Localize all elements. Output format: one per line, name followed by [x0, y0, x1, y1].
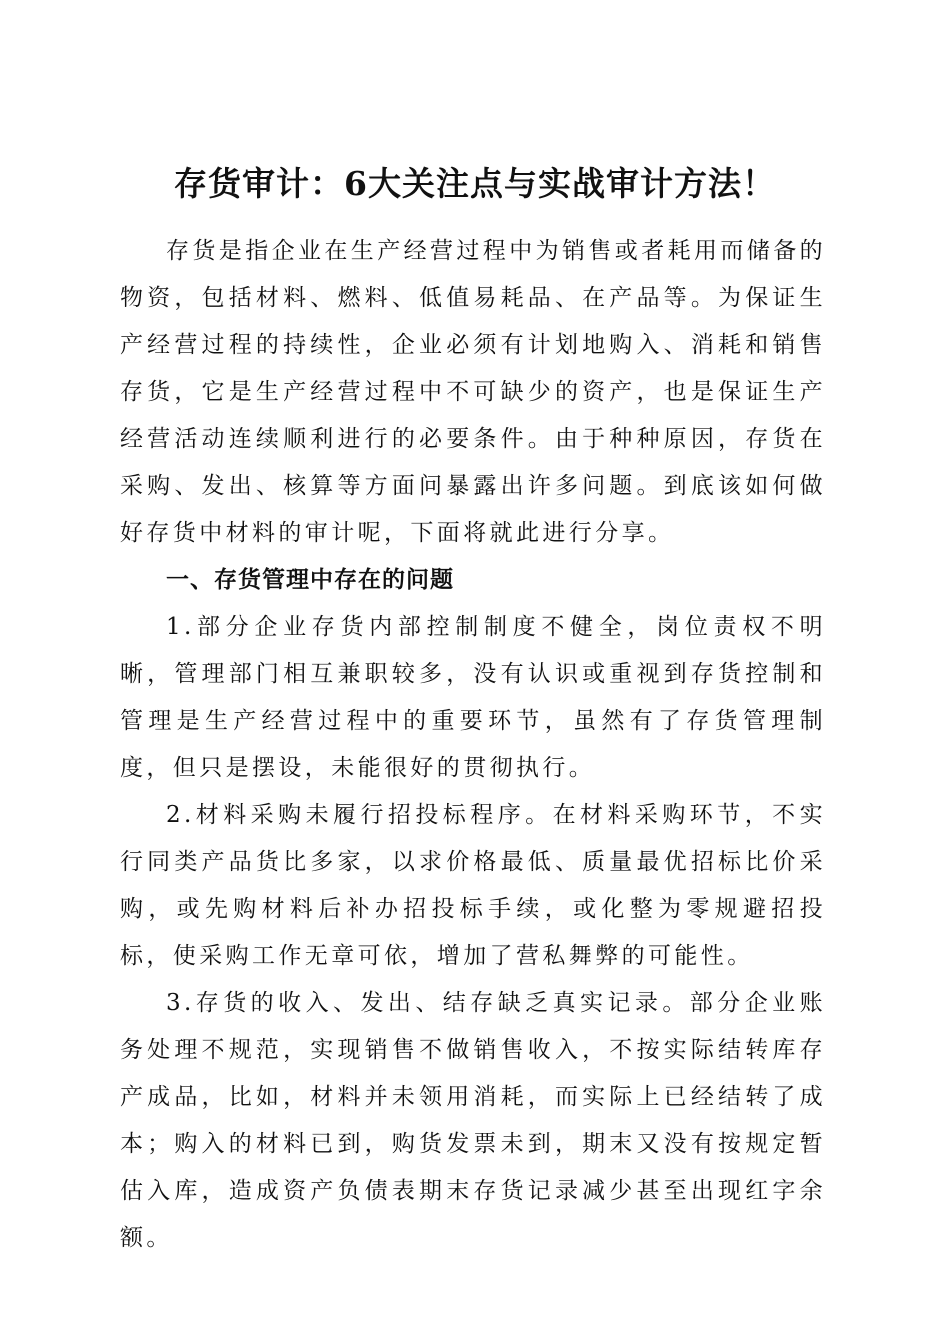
- list-item: 2.材料采购未履行招投标程序。在材料采购环节，不实行同类产品货比多家，以求价格最低、质量最优招标比价采购，或先购材料后补办招投标手续，或化整为零规避招投标，使采购工作无章可依，增加了营私舞弊的可能性。: [120, 802, 826, 969]
- document-body: [120, 228, 826, 1262]
- document-title: 存货审计：6大关注点与实战审计方法！: [174, 164, 776, 204]
- intro-paragraph: 存货是指企业在生产经营过程中为销售或者耗用而储备的物资，包括材料、燃料、低值易耗品、在产品等。为保证生产经营过程的持续性，企业必须有计划地购入、消耗和销售存货，它是生产经营过程中不可缺少的资产，也是保证生产经营活动连续顺利进行的必要条件。由于种种原因，存货在采购、发出、核算等方面问暴露出许多问题。到底该如何做好存货中材料的审计呢，下面将就此进行分享。: [120, 238, 826, 546]
- section-heading: 一、存货管理中存在的问题: [166, 567, 454, 593]
- list-item: 1.部分企业存货内部控制制度不健全，岗位责权不明晰，管理部门相互兼职较多，没有认识或重视到存货控制和管理是生产经营过程中的重要环节，虽然有了存货管理制度，但只是摆设，未能很好的贯彻执行。: [120, 614, 826, 781]
- list-item: 3.存货的收入、发出、结存缺乏真实记录。部分企业账务处理不规范，实现销售不做销售收入，不按实际结转库存产成品，比如，材料并未领用消耗，而实际上已经结转了成本；购入的材料已到，购货发票未到，期末又没有按规定暂估入库，造成资产负债表期末存货记录减少甚至出现红字余额。: [120, 990, 826, 1251]
